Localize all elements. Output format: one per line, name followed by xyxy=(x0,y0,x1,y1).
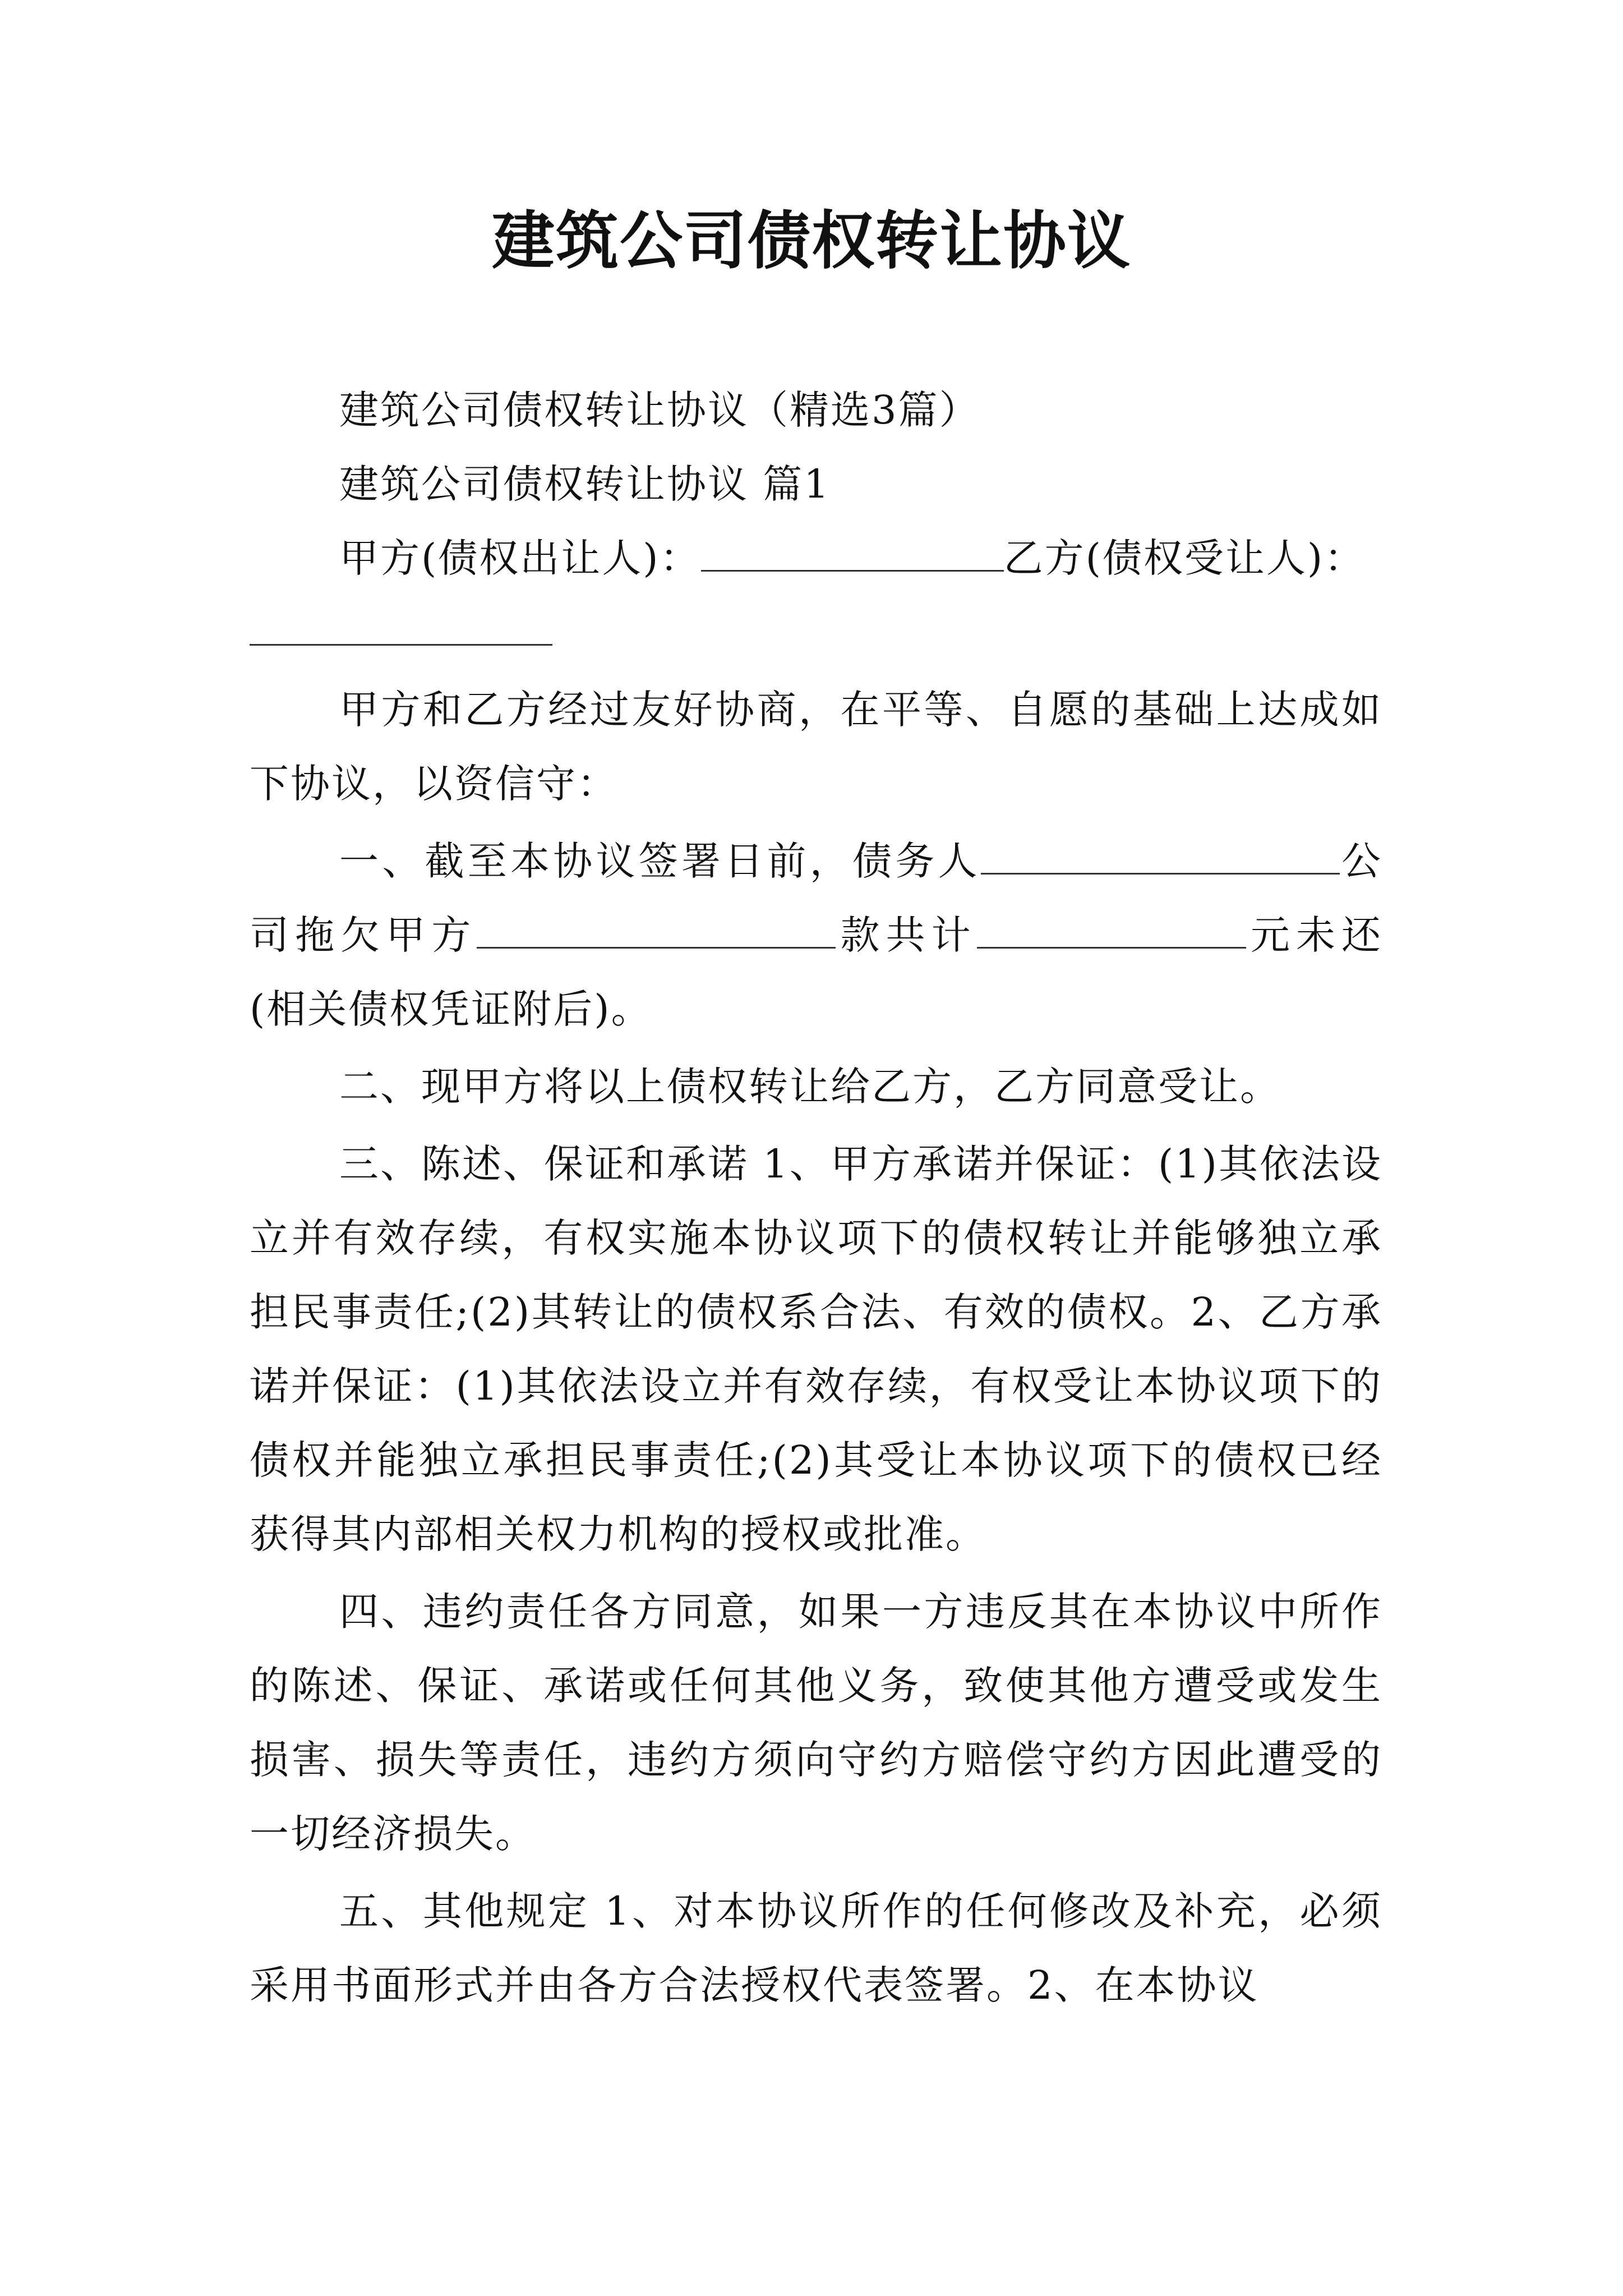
clause-1-text-a: 一、截至本协议签署日前，债务人 xyxy=(339,838,981,884)
clause-4: 四、违约责任各方同意，如果一方违反其在本协议中所作的陈述、保证、承诺或任何其他义务，致使其他方遭受或发生损害、损失等责任，违约方须向守约方赔偿守约方因此遭受的一切经济损失。 xyxy=(250,1589,1382,1857)
chapter-heading: 建筑公司债权转让协议 篇1 xyxy=(339,461,831,507)
clause-1 xyxy=(250,824,1382,1046)
clause-1-text-b: 公司拖欠甲方 xyxy=(250,838,1382,958)
parties-line xyxy=(250,521,1382,595)
clause-1-text-d: 元未还(相关债权凭证附后)。 xyxy=(250,912,1383,1032)
party-b-label: 乙方(债权受让人)： xyxy=(1003,535,1366,581)
document-body xyxy=(250,373,1382,2022)
amount-blank xyxy=(977,913,1246,949)
document-title: 建筑公司债权转让协议 xyxy=(492,204,1131,278)
subtitle-selected: 建筑公司债权转让协议（精选3篇） xyxy=(339,387,980,433)
intro-paragraph: 甲方和乙方经过友好协商，在平等、自愿的基础上达成如下协议，以资信守： xyxy=(250,687,1382,807)
clause-2: 二、现甲方将以上债权转让给乙方，乙方同意受让。 xyxy=(339,1064,1281,1110)
party-b-blank-row xyxy=(250,595,1382,669)
clause-1-text-c: 款共计 xyxy=(836,912,977,958)
party-a-blank xyxy=(701,536,1004,572)
party-a-label: 甲方(债权出让人)： xyxy=(339,535,701,581)
clause-3: 三、陈述、保证和承诺 1、甲方承诺并保证：(1)其依法设立并有效存续，有权实施本协议项下的债权转让并能够独立承担民事责任;(2)其转让的债权系合法、有效的债权。2、乙方承诺并保证：(1)其依法设立并有效存续，有权受让本协议项下的债权并能独立承担民事责任;(2)其受让本协议项下的债权已经获得其内部相关权力机构的授权或批准。 xyxy=(250,1141,1382,1557)
party-b-blank xyxy=(250,610,552,646)
clause-5: 五、其他规定 1、对本协议所作的任何修改及补充，必须采用书面形式并由各方合法授权代表签署。2、在本协议 xyxy=(250,1888,1382,2008)
debt-type-blank xyxy=(477,913,836,949)
debtor-blank xyxy=(981,839,1340,875)
